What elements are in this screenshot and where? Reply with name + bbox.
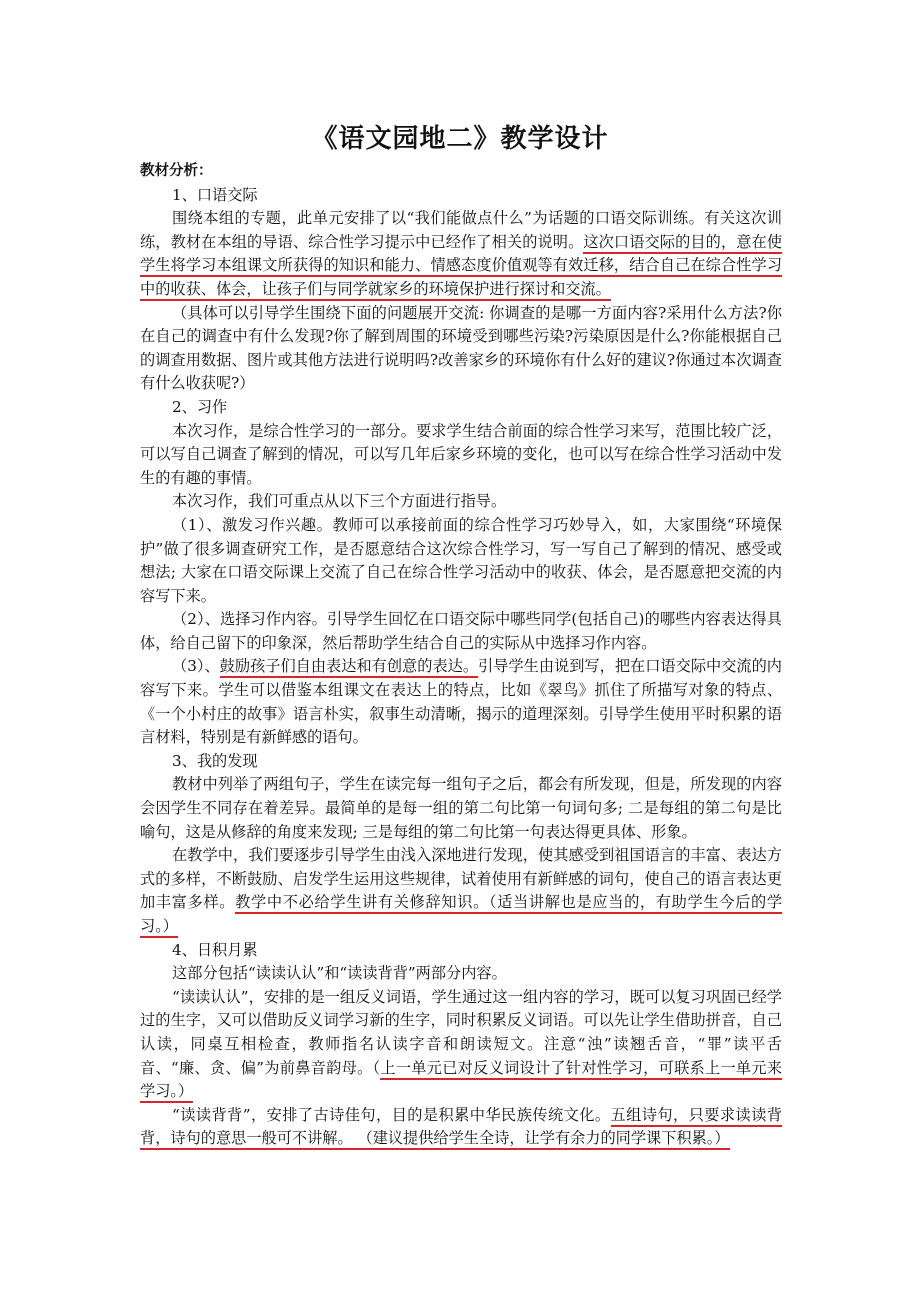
paragraph: 本次习作，我们可重点从以下三个方面进行指导。 bbox=[172, 492, 507, 511]
underlined-text: 这次口语交际的目的，意在使学生将学习本组课文所获得的知识和能力、情感态度价值观等有效迁移，结合自己在综合性学习中的收获、体会，让孩子们与同学就家乡的环境保护进行探讨和交流。 bbox=[140, 233, 782, 301]
paragraph: 教材中列举了两组句子，学生在读完每一组句子之后，都会有所发现，但是，所发现的内容会因学生不同存在着差异。最简单的是每一组的第二句比第一句词句多; 二是每组的第二句是比喻句，这是从修辞的角度来发现; 三是每组的第二句比第一句表达得更具体、形象。 bbox=[140, 775, 782, 841]
text: 在教学中，我们要逐步引导学生由浅入深地进行发现，使其感受到祖国语言的丰富、表达方式的多样，不断鼓励、启发学生运用这些规律，试着使用有新鲜感的词句，使自己的语言表达更加丰富多样。 bbox=[140, 846, 782, 912]
paragraph: （2）、选择习作内容。引导学生回忆在口语交际中哪些同学(包括自己)的哪些内容表达得具体，给自己留下的印象深，然后帮助学生结合自己的实际从中选择习作内容。 bbox=[140, 610, 782, 652]
paragraph: （具体可以引导学生围绕下面的问题展开交流: 你调查的是哪一方面内容?采用什么方法?你在自己的调查中有什么发现?你了解到周围的环境受到哪些污染?污染原因是什么?你能根据自己的调查用数据、图片或其他方法进行说明吗?改善家乡的环境你有什么好的建议?你通过本次调查有什么收获呢?） bbox=[140, 303, 782, 393]
underlined-text: 鼓励孩子们自由表达和有创意的表达。 bbox=[220, 657, 478, 678]
paragraph bbox=[140, 1104, 782, 1151]
paragraph bbox=[140, 844, 782, 938]
subsection-heading-accumulation: 4、日积月累 bbox=[172, 940, 258, 959]
paragraph bbox=[140, 986, 782, 1104]
subsection-heading-oral: 1、口语交际 bbox=[172, 185, 258, 204]
paragraph bbox=[140, 207, 782, 301]
document-title: 《语文园地二》教学设计 bbox=[311, 124, 609, 154]
underlined-text: 上一单元已对反义词设计了针对性学习，可联系上一单元来学习。） bbox=[140, 1059, 782, 1104]
paragraph: （1）、激发习作兴趣。教师可以承接前面的综合性学习巧妙导入，如，大家围绕“环境保护”做了很多调查研究工作，是否愿意结合这次综合性学习，写一写自己了解到的情况、感受或想法; 大家在口语交际课上交流了自己在综合性学习活动中的收获、体会，是否愿意把交流的内容写下来。 bbox=[140, 515, 782, 605]
subsection-heading-discovery: 3、我的发现 bbox=[172, 751, 258, 770]
text: （3）、 bbox=[172, 657, 220, 676]
paragraph: 本次习作，是综合性学习的一部分。要求学生结合前面的综合性学习来写，范围比较广泛，可以写自己调查了解到的情况，可以写几年后家乡环境的变化，也可以写在综合性学习活动中发生的有趣的事情。 bbox=[140, 421, 782, 487]
text: 围绕本组的专题，此单元安排了以“我们能做点什么”为话题的口语交际训练。有关这次训练，教材在本组的导语、综合性学习提示中已经作了相关的说明。 bbox=[140, 209, 782, 251]
paragraph bbox=[140, 655, 782, 749]
underlined-text: （建议提供给学生全诗，让学有余力的同学课下积累。） bbox=[353, 1129, 730, 1150]
underlined-text: 教学中不必给学生讲有关修辞知识。（适当讲解也是应当的，有助学生今后的学习。） bbox=[140, 893, 782, 938]
paragraph: 这部分包括“读读认认”和“读读背背”两部分内容。 bbox=[172, 964, 507, 983]
section-heading: 教材分析： bbox=[140, 163, 213, 179]
document-body bbox=[140, 160, 782, 1151]
text: “读读认认”，安排的是一组反义词语，学生通过这一组内容的学习，既可以复习巩固已经学过的生字，又可以借助反义词学习新的生字，同时积累反义词语。可以先让学生借助拼音，自己认读，同桌互相检查，教师指名认读字音和朗读短文。注意“浊”读翘舌音，“罪”读平舌音、“廉、贪、偏”为前鼻音韵母。（ bbox=[140, 987, 782, 1077]
text: 引导学生由说到写，把在口语交际中交流的内容写下来。学生可以借鉴本组课文在表达上的特点，比如《翠鸟》抓住了所描写对象的特点、《一个小村庄的故事》语言朴实，叙事生动清晰，揭示的道理深刻。引导学生使用平时积累的语言材料，特别是有新鲜感的语句。 bbox=[140, 657, 782, 747]
subsection-heading-writing: 2、习作 bbox=[172, 397, 228, 416]
text: “读读背背”，安排了古诗佳句，目的是积累中华民族传统文化。 bbox=[172, 1105, 611, 1124]
underlined-text: 五组诗句，只要求读读背背，诗句的意思一般可不讲解。 bbox=[140, 1106, 782, 1151]
